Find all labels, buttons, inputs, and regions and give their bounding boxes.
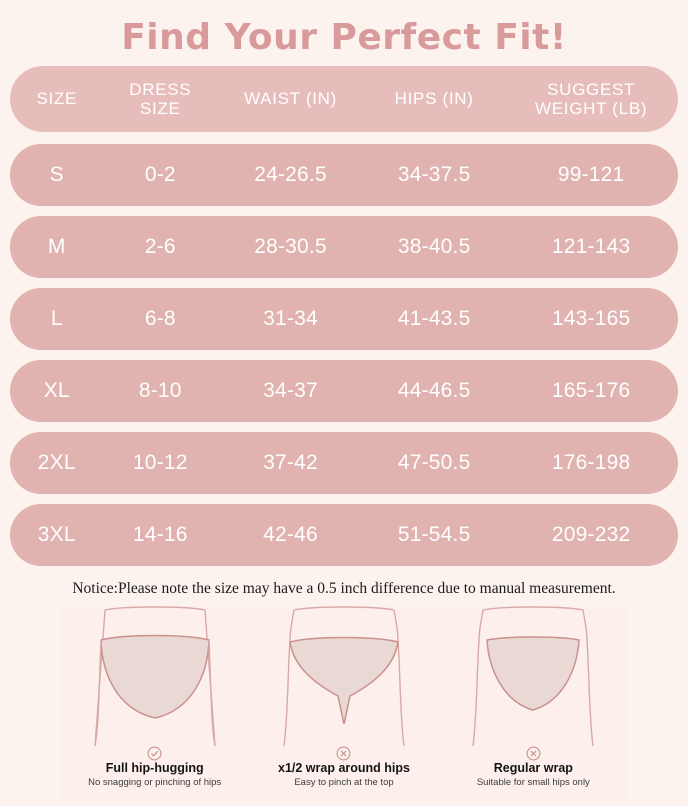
column-header-hips: HIPS (IN) — [394, 89, 474, 109]
cell-weight: 99-121 — [557, 163, 625, 187]
table-row — [10, 432, 678, 494]
cell-size: 3XL — [37, 523, 76, 547]
page-title: Find Your Perfect Fit! — [121, 17, 567, 58]
cell-hips: 41-43.5 — [397, 307, 471, 331]
hip-diagram-regular-icon — [443, 606, 623, 756]
cell-dress: 8-10 — [138, 379, 182, 403]
hip-diagram-full-icon — [65, 606, 245, 756]
cell-weight: 176-198 — [551, 451, 631, 475]
cell-hips: 44-46.5 — [397, 379, 471, 403]
cell-waist: 24-26.5 — [254, 163, 327, 187]
cross-circle-icon — [336, 746, 351, 761]
figure-caption-title: Full hip-hugging — [105, 761, 204, 775]
cell-size: XL — [43, 379, 70, 403]
figure-caption-title: x1/2 wrap around hips — [278, 761, 410, 775]
table-row — [10, 216, 678, 278]
cell-waist: 31-34 — [263, 307, 318, 331]
table-row — [10, 504, 678, 566]
cell-waist: 28-30.5 — [254, 235, 327, 259]
cell-waist: 34-37 — [263, 379, 318, 403]
measurement-notice: Notice:Please note the size may have a 0.5 inch difference due to manual measurement. — [72, 580, 616, 597]
cell-hips: 38-40.5 — [397, 235, 471, 259]
cell-dress: 2-6 — [144, 235, 176, 259]
figure-caption-sub: Easy to pinch at the top — [294, 777, 394, 788]
cell-waist: 42-46 — [263, 523, 318, 547]
cell-size: S — [49, 163, 64, 187]
cell-waist: 37-42 — [263, 451, 318, 475]
cell-dress: 0-2 — [144, 163, 176, 187]
figure-caption — [439, 746, 628, 788]
column-header-dress-size: DRESS SIZE — [129, 79, 192, 118]
cell-hips: 34-37.5 — [397, 163, 471, 187]
figure-regular-wrap — [439, 606, 628, 806]
cell-size: L — [50, 307, 63, 331]
figure-full-hip-hugging — [60, 606, 249, 806]
table-row — [10, 288, 678, 350]
column-header-waist: WAIST (IN) — [244, 89, 338, 109]
cell-hips: 51-54.5 — [397, 523, 471, 547]
cross-circle-icon — [526, 746, 541, 761]
table-row — [10, 360, 678, 422]
size-table — [0, 66, 688, 566]
figure-caption — [249, 746, 438, 788]
cell-size: 2XL — [37, 451, 76, 475]
figure-caption-title: Regular wrap — [493, 761, 573, 775]
cell-weight: 143-165 — [551, 307, 631, 331]
column-header-size: SIZE — [36, 89, 78, 109]
check-circle-icon — [147, 746, 162, 761]
figure-half-wrap — [249, 606, 438, 806]
figure-caption-sub: Suitable for small hips only — [476, 777, 590, 788]
figure-caption-sub: No snagging or pinching of hips — [88, 777, 222, 788]
cell-dress: 6-8 — [144, 307, 176, 331]
cell-size: M — [47, 235, 66, 259]
cell-weight: 209-232 — [551, 523, 631, 547]
cell-dress: 10-12 — [132, 451, 188, 475]
hip-diagram-half-icon — [254, 606, 434, 756]
table-header-row — [10, 66, 678, 132]
table-row — [10, 144, 678, 206]
cell-weight: 165-176 — [551, 379, 631, 403]
fit-illustrations — [60, 606, 628, 806]
column-header-weight: SUGGEST WEIGHT (LB) — [535, 79, 648, 118]
cell-hips: 47-50.5 — [397, 451, 471, 475]
cell-dress: 14-16 — [132, 523, 188, 547]
cell-weight: 121-143 — [551, 235, 631, 259]
figure-caption — [60, 746, 249, 788]
